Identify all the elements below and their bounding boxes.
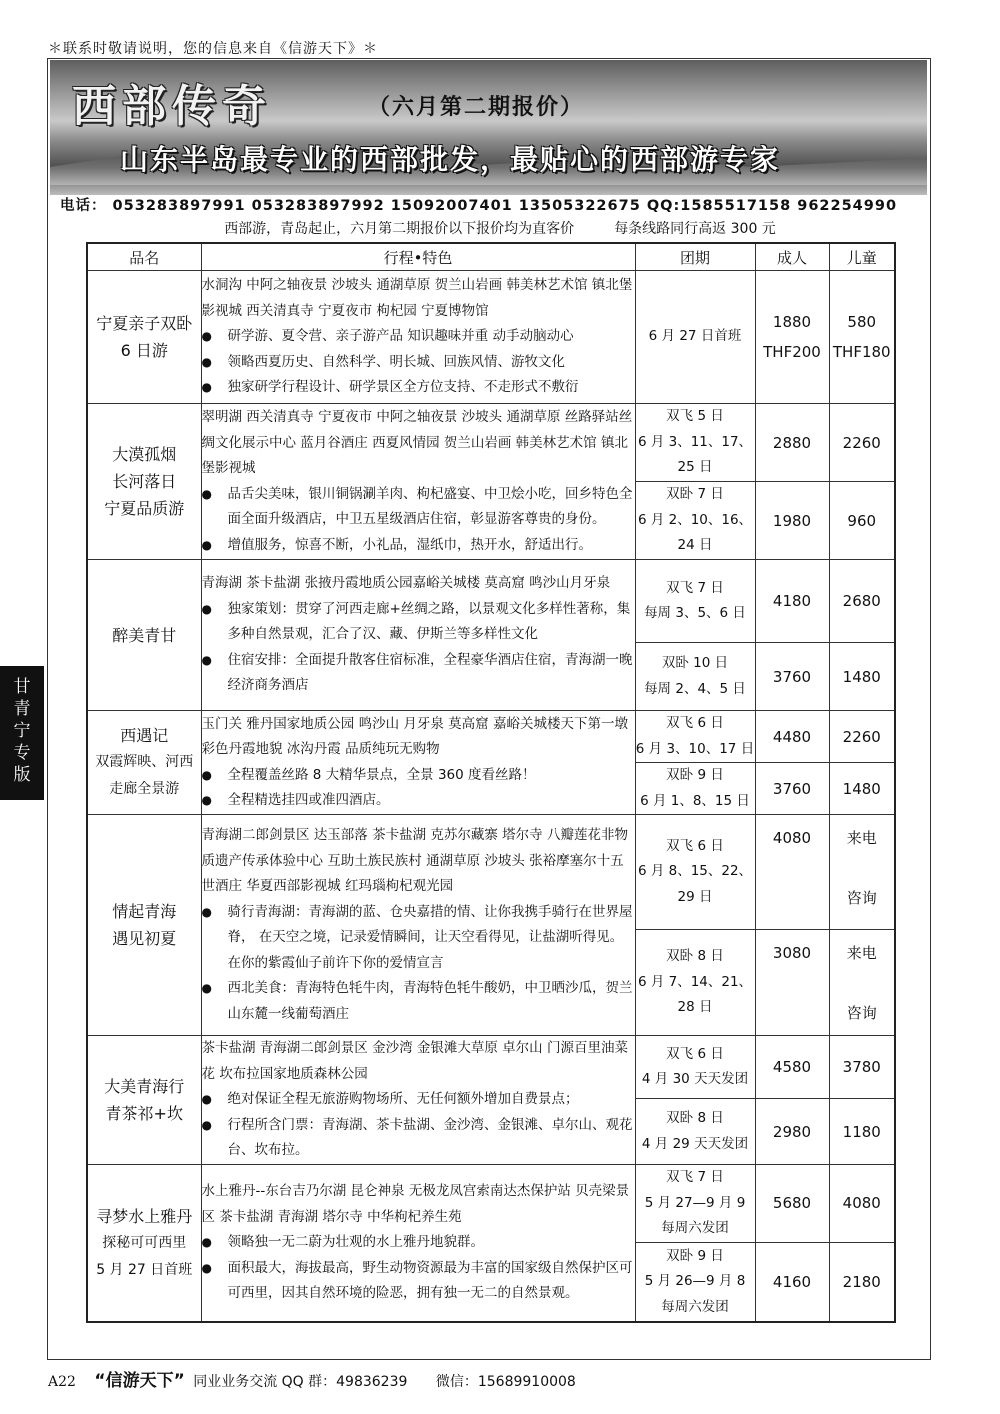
- child-price: 1180: [842, 1122, 881, 1141]
- bullet-icon: ●: [201, 1092, 212, 1107]
- tour-name-cell: [87, 1165, 201, 1323]
- header-name: 品名: [87, 243, 201, 271]
- table-row: [87, 271, 895, 404]
- adult-price-cell: [755, 404, 829, 482]
- feature-text: 研学游、夏令营、亲子游产品 知识趣味并重 动手动脑动心: [227, 328, 574, 345]
- tour-name-line: 探秘可可西里: [102, 1234, 187, 1251]
- feature-text: 增值服务，惊喜不断，小礼品，湿纸巾，热开水，舒适出行。: [227, 536, 592, 553]
- adult-price-cell: [755, 763, 829, 815]
- tour-name-cell: [87, 1036, 201, 1165]
- adult-price-cell: [755, 815, 829, 930]
- child-price: 2260: [842, 727, 881, 746]
- phone-numbers: 电话： 053283897991 053283897992 15092007401 13505322675 QQ:1585517158 962254990: [60, 198, 898, 214]
- departure-cell: [635, 482, 755, 560]
- tour-name-line: 遇见初夏: [112, 929, 177, 948]
- feature-text: 面积最大，海拔最高，野生动物资源最为丰富的国家级自然保护区可可西里，因其自然环境的险恶，拥有独一无二的自然景观。: [227, 1259, 633, 1302]
- header-adult: 成人: [755, 243, 829, 271]
- feature-text: 领略独一无二蔚为壮观的水上雅丹地貌群。: [227, 1234, 484, 1251]
- adult-price-cell: [755, 643, 829, 711]
- child-price-cell: [829, 1242, 895, 1322]
- child-price-cell: [829, 404, 895, 482]
- child-price-cell: [829, 1165, 895, 1243]
- itinerary-sights: 翠明湖 西关清真寺 宁夏夜市 中阿之轴夜景 沙坡头 通湖草原 丝路驿站丝绸文化展示中心 蓝月谷酒庄 西夏风情园 贺兰山岩画 韩美林艺术馆 镇北堡影视城: [201, 409, 633, 476]
- adult-price-cell: [755, 711, 829, 763]
- departure-text: 双飞 7 日 5 月 27—9 月 9 每周六发团: [644, 1169, 746, 1236]
- itinerary-cell: [201, 1165, 635, 1323]
- bullet-icon: ●: [201, 981, 212, 995]
- child-price-cell: [829, 1099, 895, 1165]
- subtitle-main: 西部游，青岛起止，六月第二期报价以下报价均为直客价: [224, 221, 575, 237]
- departure-text: 双卧 8 日 4 月 29 天天发团: [641, 1110, 749, 1152]
- tour-name-line: 大美青海行: [104, 1077, 185, 1096]
- adult-price-cell: [755, 1242, 829, 1322]
- price-table: [86, 242, 896, 1323]
- adult-price-cell: [755, 482, 829, 560]
- departure-cell: [635, 930, 755, 1036]
- itinerary-sights: 青海湖二郎剑景区 达玉部落 茶卡盐湖 克苏尔藏寨 塔尔寺 八瓣莲花非物质遗产传承体验中心 互助土族民族村 通湖草原 沙坡头 张裕摩塞尔十五世酒庄 华夏西部影视城 红玛瑙枸杞观光园: [201, 827, 628, 894]
- bullet-icon: ●: [201, 767, 212, 782]
- bullet-icon: ●: [201, 793, 212, 807]
- bullet-icon: ●: [201, 1260, 212, 1275]
- feature-bullet: [202, 976, 635, 1027]
- feature-bullet: [202, 350, 635, 376]
- tour-name-cell: [87, 711, 201, 815]
- feature-bullet: [202, 900, 635, 977]
- itinerary-cell: [201, 711, 635, 815]
- adult-price: 2980: [772, 1122, 812, 1141]
- tour-name-line: 宁夏亲子双卧: [96, 314, 193, 333]
- bullet-icon: ●: [201, 1117, 212, 1132]
- departure-text: 双飞 6 日 4 月 30 天天发团: [641, 1045, 749, 1087]
- side-tab: [0, 666, 44, 800]
- tour-name-line: 寻梦水上雅丹: [96, 1206, 193, 1226]
- child-price: 来电 咨询: [846, 944, 877, 1022]
- itinerary-cell: [201, 560, 635, 711]
- feature-text: 全程覆盖丝路 8 大精华景点，全景 360 度看丝路！: [227, 766, 536, 783]
- feature-bullet: [202, 482, 635, 533]
- departure-cell: [635, 1099, 755, 1165]
- adult-price: 3080: [772, 944, 812, 962]
- bullet-icon: ●: [201, 652, 212, 667]
- side-tab-char: 青: [13, 699, 31, 719]
- subtitle: [0, 218, 1000, 238]
- adult-price-cell: [755, 560, 829, 643]
- child-price: 2680: [842, 592, 881, 610]
- feature-bullet: [202, 648, 635, 699]
- feature-text: 领略西夏历史、自然科学、明长城、回族风情、游牧文化: [227, 353, 565, 370]
- issue-label: （六月第二期报价）: [368, 95, 585, 120]
- child-price-cell: [829, 711, 895, 763]
- subtitle-rebate: 每条线路同行高返 300 元: [614, 221, 776, 237]
- table-row: [87, 711, 895, 763]
- header-itinerary: 行程•特色: [201, 243, 635, 271]
- departure-text: 双飞 6 日 6 月 8、15、22、 29 日: [637, 837, 753, 905]
- child-price-cell: [829, 763, 895, 815]
- feature-text: 西北美食：青海特色牦牛肉，青海特色牦牛酸奶，中卫晒沙瓜，贺兰山东麓一线葡萄酒庄: [227, 980, 633, 1022]
- adult-price: 2880: [772, 433, 812, 452]
- departure-text: 双卧 10 日 每周 2、4、5 日: [644, 655, 746, 697]
- brand-logo-text: 西部传奇: [72, 81, 272, 132]
- departure-cell: [635, 271, 755, 404]
- departure-text: 双卧 9 日 5 月 26—9 月 8 每周六发团: [644, 1247, 746, 1315]
- tour-name-line: 双霞辉映、河西: [95, 754, 194, 770]
- bullet-icon: ●: [201, 486, 212, 501]
- bullet-icon: ●: [201, 1235, 212, 1250]
- tour-name-line: 6 日游: [120, 341, 168, 360]
- child-price-cell: [829, 815, 895, 930]
- child-price: 580 THF180: [832, 313, 891, 361]
- feature-text: 独家策划：贯穿了河西走廊+丝绸之路，以景观文化多样性著称，集多种自然景观，汇合了汉、藏、伊斯兰等多样性文化: [227, 600, 631, 643]
- side-tab-char: 专: [13, 743, 31, 763]
- bullet-icon: ●: [201, 601, 212, 616]
- child-price: 来电 咨询: [846, 829, 877, 907]
- departure-text: 双飞 5 日 6 月 3、11、17、 25 日: [637, 408, 753, 476]
- departure-text: 双卧 8 日 6 月 7、14、21、 28 日: [637, 948, 753, 1016]
- adult-price: 4080: [772, 829, 812, 847]
- adult-price: 5680: [772, 1194, 812, 1213]
- child-price-cell: [829, 1036, 895, 1099]
- footer-qq: 同业业务交流 QQ 群：49836239: [193, 1374, 408, 1390]
- bullet-icon: ●: [201, 904, 212, 919]
- itinerary-cell: [201, 404, 635, 560]
- banner: [50, 60, 927, 195]
- adult-price: 4580: [772, 1058, 812, 1076]
- adult-price: 4160: [772, 1272, 812, 1291]
- top-note: ＊联系时敬请说明，您的信息来自《信游天下》＊: [48, 41, 378, 57]
- feature-bullet: [202, 788, 635, 814]
- departure-text: 双卧 7 日 6 月 2、10、16、 24 日: [637, 486, 753, 554]
- child-price-cell: [829, 930, 895, 1036]
- child-price: 960: [847, 511, 877, 530]
- tour-name-cell: [87, 271, 201, 404]
- feature-text: 行程所含门票：青海湖、茶卡盐湖、金沙湾、金银滩、卓尔山、观花台、坎布拉。: [227, 1116, 633, 1159]
- feature-bullet: [202, 324, 635, 350]
- adult-price-cell: [755, 1165, 829, 1243]
- tour-name-line: 长河落日: [112, 472, 177, 491]
- departure-text: 双飞 7 日 每周 3、5、6 日: [644, 579, 746, 621]
- departure-cell: [635, 815, 755, 930]
- feature-text: 绝对保证全程无旅游购物场所、无任何额外增加自费景点；: [227, 1091, 579, 1108]
- itinerary-sights: 青海湖 茶卡盐湖 张掖丹霞地质公园嘉峪关城楼 莫高窟 鸣沙山月牙泉: [201, 575, 611, 592]
- adult-price: 3760: [772, 667, 812, 686]
- tour-name-line: 宁夏品质游: [104, 499, 185, 518]
- tour-name-line: 大漠孤烟: [112, 445, 177, 464]
- feature-bullet: [202, 1256, 635, 1307]
- departure-text: 双卧 9 日 6 月 1、8、15 日: [640, 767, 750, 809]
- departure-cell: [635, 711, 755, 763]
- header-child: 儿童: [829, 243, 895, 271]
- itinerary-cell: [201, 815, 635, 1036]
- bullet-icon: ●: [201, 380, 212, 395]
- feature-bullet: [202, 533, 635, 559]
- feature-bullet: [202, 597, 635, 648]
- side-tab-char: 甘: [13, 677, 31, 697]
- child-price: 2260: [842, 433, 881, 452]
- table-row: [87, 815, 895, 930]
- child-price: 4080: [842, 1194, 881, 1213]
- child-price-cell: [829, 643, 895, 711]
- departure-text: 双飞 6 日 6 月 3、10、17 日: [635, 715, 755, 757]
- slogan: 山东半岛最专业的西部批发，最贴心的西部游专家: [120, 143, 781, 176]
- feature-bullet: [202, 1113, 635, 1164]
- adult-price-cell: [755, 1036, 829, 1099]
- adult-price: 1880 THF200: [763, 313, 821, 361]
- adult-price-cell: [755, 930, 829, 1036]
- child-price-cell: [829, 560, 895, 643]
- adult-price: 4180: [772, 592, 812, 610]
- feature-bullet: [202, 1230, 635, 1256]
- child-price-cell: [829, 271, 895, 404]
- child-price-cell: [829, 482, 895, 560]
- tour-name-line: 走廊全景游: [109, 781, 180, 797]
- tour-name-line: 情起青海: [112, 902, 177, 921]
- child-price: 2180: [842, 1272, 881, 1291]
- page-number: A22: [48, 1374, 76, 1390]
- header-departure: 团期: [635, 243, 755, 271]
- bullet-icon: ●: [201, 354, 212, 369]
- child-price: 3780: [842, 1058, 881, 1076]
- feature-text: 品舌尖美味，银川铜锅涮羊肉、枸杞盛宴、中卫烩小吃，回乡特色全面全面升级酒店，中卫五星级酒店住宿，彰显游客尊贵的身份。: [227, 485, 633, 527]
- departure-cell: [635, 763, 755, 815]
- itinerary-cell: [201, 1036, 635, 1165]
- adult-price-cell: [755, 271, 829, 404]
- tour-name-line: 5 月 27 日首班: [96, 1261, 193, 1278]
- feature-bullet: [202, 375, 635, 401]
- itinerary-cell: [201, 271, 635, 404]
- adult-price-cell: [755, 1099, 829, 1165]
- departure-cell: [635, 1036, 755, 1099]
- feature-bullet: [202, 1087, 635, 1113]
- departure-cell: [635, 1165, 755, 1243]
- table-row: [87, 560, 895, 643]
- table-header-row: [87, 243, 895, 271]
- departure-cell: [635, 404, 755, 482]
- tour-name-cell: [87, 560, 201, 711]
- feature-text: 全程精选挂四或准四酒店。: [227, 792, 390, 808]
- footer-wechat: 微信：15689910008: [435, 1374, 576, 1390]
- child-price: 1480: [842, 779, 881, 798]
- child-price: 1480: [842, 667, 881, 686]
- adult-price: 4480: [772, 727, 812, 746]
- itinerary-sights: 水上雅丹--东台吉乃尔湖 昆仑神泉 无极龙凤宫索南达杰保护站 贝壳梁景区 茶卡盐湖 青海湖 塔尔寺 中华枸杞养生苑: [201, 1183, 630, 1225]
- side-tab-char: 宁: [13, 721, 31, 741]
- tour-name-cell: [87, 815, 201, 1036]
- departure-text: 6 月 27 日首班: [648, 328, 742, 345]
- tour-name-line: 西遇记: [120, 726, 169, 745]
- table-row: [87, 1036, 895, 1099]
- itinerary-sights: 玉门关 雅丹国家地质公园 鸣沙山 月牙泉 莫高窟 嘉峪关城楼天下第一墩 彩色丹霞地貌 冰沟丹霞 品质纯玩无购物: [201, 715, 628, 757]
- itinerary-sights: 茶卡盐湖 青海湖二郎剑景区 金沙湾 金银滩大草原 卓尔山 门源百里油菜花 坎布拉国家地质森林公园: [201, 1040, 628, 1082]
- feature-text: 独家研学行程设计、研学景区全方位支持、不走形式不敷衍: [227, 379, 579, 396]
- tour-name-line: 青茶祁+坎: [105, 1104, 183, 1123]
- feature-text: 住宿安排：全面提升散客住宿标准，全程豪华酒店住宿，青海湖一晚经济商务酒店: [227, 651, 633, 694]
- feature-bullet: [202, 763, 635, 789]
- adult-price: 1980: [772, 511, 812, 530]
- departure-cell: [635, 643, 755, 711]
- footer: [48, 1366, 576, 1391]
- tour-name-line: 醉美青甘: [112, 625, 177, 645]
- departure-cell: [635, 560, 755, 643]
- adult-price: 3760: [772, 779, 812, 798]
- bullet-icon: ●: [201, 329, 212, 344]
- table-row: [87, 404, 895, 482]
- departure-cell: [635, 1242, 755, 1322]
- side-tab-char: 版: [13, 765, 31, 785]
- table-row: [87, 1165, 895, 1243]
- footer-brand: “信游天下”: [94, 1371, 185, 1391]
- bullet-icon: ●: [201, 537, 212, 552]
- itinerary-sights: 水洞沟 中阿之轴夜景 沙坡头 通湖草原 贺兰山岩画 韩美林艺术馆 镇北堡影视城 西关清真寺 宁夏夜市 枸杞园 宁夏博物馆: [201, 277, 633, 319]
- feature-text: 骑行青海湖：青海湖的蓝、仓央嘉措的情、让你我携手骑行在世界屋脊， 在天空之境，记录爱情瞬间，让天空看得见，让盐湖听得见。在你的紫霞仙子前许下你的爱情宣言: [227, 903, 633, 971]
- tour-name-cell: [87, 404, 201, 560]
